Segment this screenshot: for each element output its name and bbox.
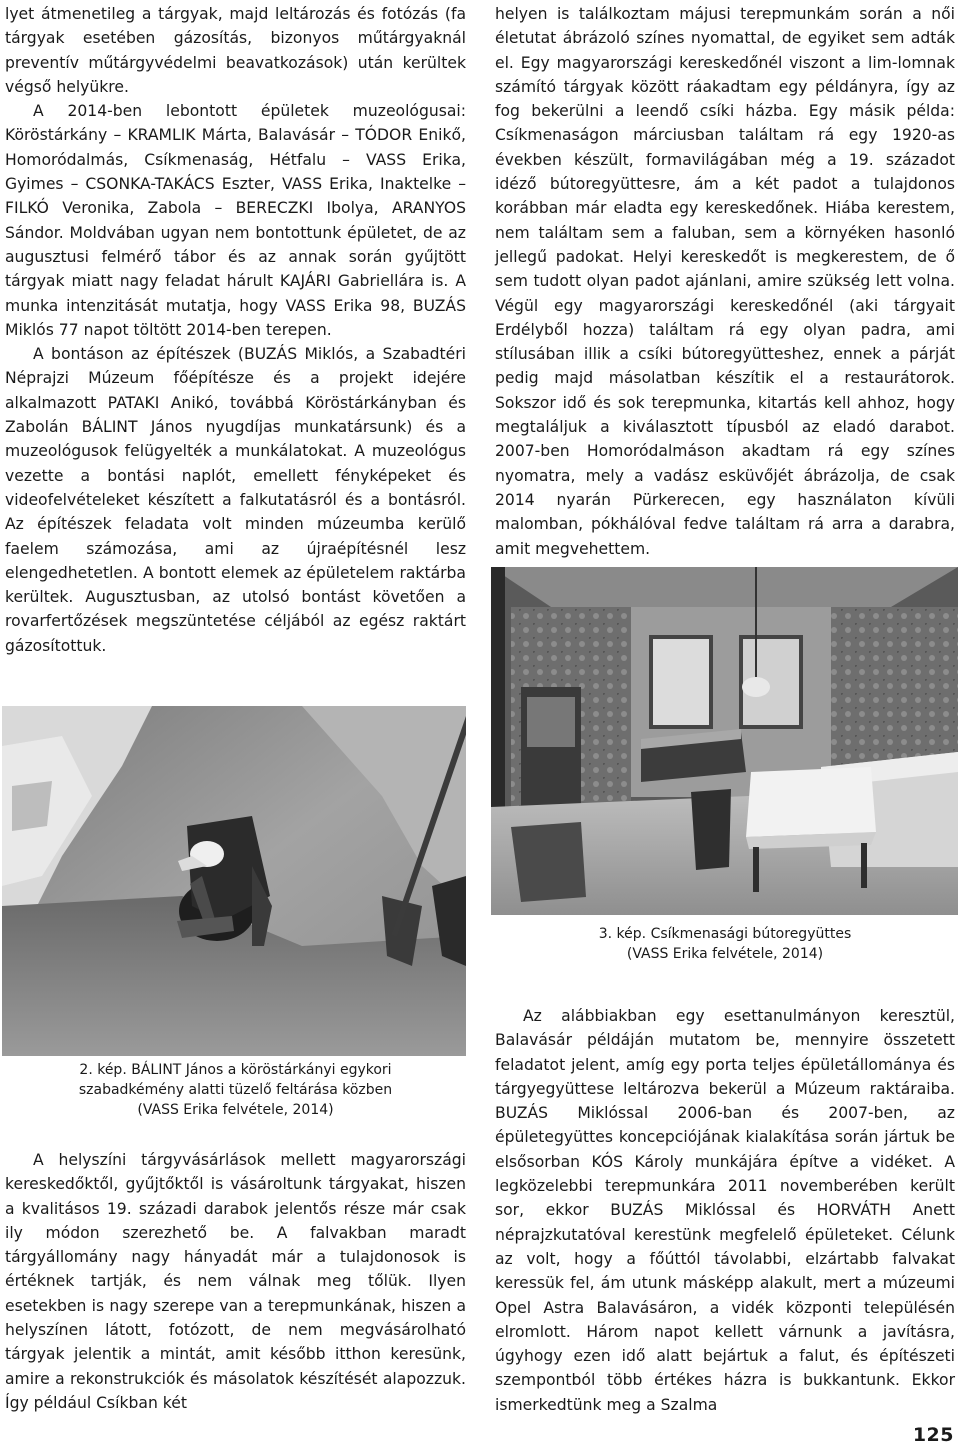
figure-3-photo — [491, 567, 958, 915]
figure-3-caption — [495, 924, 955, 964]
caption-line: (VASS Erika felvétele, 2014) — [626, 946, 824, 962]
figure-2-photo — [2, 706, 466, 1056]
paragraph: A bontáson az építészek (BUZÁS Miklós, a Szabadtéri Néprajzi Múzeum főépítésze és a projekt idejére alkalmazott PATAKI Anikó, továbbá Köröstárkányban és Zabolán BÁLINT János nyugdíjas munkatársunk) és a muzeológusok felügyelték a munkálatokat. A muzeológus vezette a bontási naplót, emellett fényképeket és videofelvételeket készített a falkutatásról és a bontásról. Az építészek feladata volt minden múzeumba kerülő faelem számozása, ami az újraépítésnél lesz elengedhetetlen. A bontott elemek az épületelem raktárba kerültek. Augusztusban, az utolsó bontást követően a rovarfertőzések megszüntetése céljából az egész raktárt gázosítottuk. — [5, 345, 466, 655]
paragraph: A 2014-ben lebontott épületek muzeológusai: Köröstárkány – KRAMLIK Márta, Balavásár – TÓDOR Enikő, Homoródalmás, Csíkmenaság, Hétfalu – VASS Erika, Gyimes – CSONKA-TAKÁCS Eszter, VASS Erika, Inaktelke – FILKÓ Veronika, Zabola – BERECZKI Ibolya, ARANYOS Sándor. Moldvában ugyan nem bontottunk épületet, de az augusztusi felmérő tábor és az annak során gyűjtött tárgyak miatt nagy feladat hárult KAJÁRI Gabriellára is. A munka intenzitását mutatja, hogy VASS Erika 98, BUZÁS Miklós 77 napot töltött 2014-ben terepen. — [5, 102, 466, 339]
page-number: 125 — [912, 1424, 954, 1446]
excavation-photo — [2, 706, 466, 1056]
left-column-top — [5, 2, 466, 658]
paragraph: lyet átmenetileg a tárgyak, majd leltározás és fotózás (fa tárgyak esetében gázosítás, bizonyos műtárgyaknál preventív műtárgyvédelmi beavatkozások) után kerültek végső helyükre. — [5, 5, 466, 96]
paragraph: helyen is találkoztam májusi terepmunkám során a női életutat ábrázoló színes nyomattal, de egyiket sem adták el. Egy magyarországi kereskedőnél viszont a lim-lomnak számító tárgyak között ráakadtam egy példányra, így az fog bekerülni a leendő csíki házba. Egy másik példa: Csíkmenaságon márciusban találtam rá egy 1920-as években készült, formavilágában még a 19. századot idéző bútoregyüttesre, ám a két padot a tulajdonos korábban már eladta egy kereskedőnek. Hiába kerestem, nem találtam sem a faluban, sem a környéken hasonló jellegű padokat. Helyi kereskedőt is megkerestem, de ő sem tudott olyan padot ajánlani, amire szükség lett volna. Végül egy magyarországi kereskedőnél (aki tárgyait Erdélyből hozza) találtam rá egy olyan padra, ami stílusában illik a csíki bútoregyütteshez, ennek a párját pedig majd másolatban készítik el a restaurátorok. Sokszor idő és sok terepmunka, kitartás kell ahhoz, hogy megtaláljuk a kiválasztott típusból az eladó darabot. 2007-ben Homoródalmáson akadtam rá egy színes nyomatra, mely a vadász esküvőjét ábrázolja, de csak 2014 nyarán Pürkerecen, egy használaton kívüli malomban, pókhálóval fedve találtam rá arra a darabra, amit megvehettem. — [495, 5, 955, 558]
caption-line: 3. kép. Csíkmenasági bútoregyüttes — [598, 926, 852, 942]
paragraph: A helyszíni tárgyvásárlások mellett magyarországi kereskedőktől, gyűjtőktől is vásároltunk tárgyakat, hiszen a kvalitásos 19. századi darabok jelentős része már csak ily módon szerezhető be. A falvakban maradt tárgyállomány nagy hányadát már a tulajdonosok is értéknek tartják, és nem válnak meg tőlük. Ilyen esetekben is nagy szerepe van a terepmunkának, hiszen a helyszínen látott, fotózott, de nem megvásárolható tárgyak jelentik a mintát, amit később itthon keresünk, amire a rekonstrukciók és másolatok készítését alapozzuk. Így például Csíkban két — [5, 1151, 466, 1412]
right-column-top — [495, 2, 955, 561]
caption-line: szabadkémény alatti tüzelő feltárása közben — [78, 1082, 393, 1098]
paragraph: Az alábbiakban egy esettanulmányon keresztül, Balavásár példáján mutatom be, mennyire összetett feladatot jelent, amíg egy porta teljes épületállománya és tárgyegyüttese leltározva bekerül a Múzeum raktáraiba. BUZÁS Miklóssal 2006-ban és 2007-ben, az épületegyüttes koncepciójának kialakítása során jártuk be elsősorban KÓS Károly munkájára építve a vidéket. A legközelebbi terepmunkára 2011 novemberében került sor, ekkor BUZÁS Miklóssal és HORVÁTH Anett néprajzkutatóval kerestünk megfelelő épületeket. Célunk az volt, hogy a főúttól távolabbi, elzártabb falvakat keressük fel, ám utunk másképp alakult, mert a múzeumi Opel Astra Balavásáron, a vidék központi településén elromlott. Három napot kellett várnunk a javításra, úgyhogy ezen idő alatt bejártuk a falut, és építészeti szempontból több értékes házra is bukkantunk. Ekkor ismerkedtünk meg a Szalma — [495, 1007, 955, 1414]
room-photo — [491, 567, 958, 915]
left-column-bottom — [5, 1148, 466, 1415]
caption-line: 2. kép. BÁLINT János a köröstárkányi egykori — [79, 1062, 392, 1078]
caption-line: (VASS Erika felvétele, 2014) — [137, 1102, 334, 1118]
right-column-bottom — [495, 1004, 955, 1417]
figure-2-caption — [5, 1060, 466, 1120]
